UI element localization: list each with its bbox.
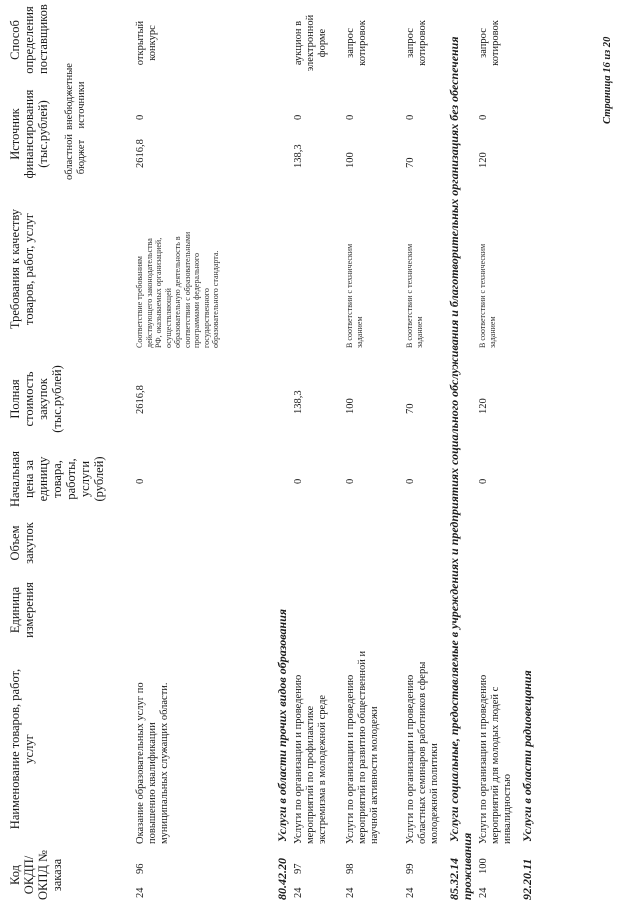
row-100-total: 120	[478, 398, 489, 414]
rotated-table	[2, 4, 638, 904]
header-code: Код ОКДП/ ОКПД № заказа	[8, 850, 64, 900]
row-99-method: запрос котировок	[405, 20, 428, 66]
row-96-code: 24	[135, 887, 146, 898]
row-99-name: Услуги по организации и проведению областных семинаров работников сферы молодежной политики	[405, 661, 440, 844]
header-fin-extra: внебюджетные источники	[64, 63, 87, 130]
row-98-code: 24	[345, 887, 356, 898]
section-code: 85.32.14	[447, 858, 461, 900]
page-number: Страница 16 из 20	[602, 36, 613, 124]
row-98-method: запрос котировок	[345, 20, 368, 66]
row-98-name: Услуги по организации и проведению мероприятий по развитию общественной и научной активности молодежи	[345, 650, 380, 844]
header-method: Способ определения поставщиков	[8, 4, 50, 74]
row-96-method: открытый конкурс	[135, 20, 158, 66]
row-99-price: 0	[405, 478, 416, 484]
row-100-price: 0	[478, 478, 489, 484]
row-96-total: 2616,8	[135, 385, 146, 414]
row-99-requirements: В соответствии с техническим заданием	[405, 243, 424, 348]
section-code: 80.42.20	[275, 858, 289, 900]
row-96-extra: 0	[135, 114, 146, 120]
row-100-code: 24	[478, 887, 489, 898]
section-code: 92.20.11	[520, 858, 534, 900]
section-92-20-11	[521, 300, 534, 900]
row-100-method: запрос котировок	[478, 20, 501, 66]
row-96-requirements: Соответствие требованиям действующего законодательства РФ, оказываемых организацией, осуществляющей образовательную деятельность в соответствии с образовательными программами федерального государственного образовательного стандарта.	[135, 231, 220, 348]
row-99-code: 24	[405, 887, 416, 898]
row-98-requirements: В соответствии с техническим заданием	[345, 243, 364, 348]
row-97-num: 97	[293, 863, 304, 874]
row-98-num: 98	[345, 863, 356, 874]
row-99-total: 70	[405, 403, 416, 414]
section-title: Услуги социальные, предоставляемые в учреждениях и предприятиях социального обслуживания и благотворительных организациях без обеспечения проживания	[447, 36, 474, 900]
section-title: Услуги в области радиовещания	[520, 670, 534, 842]
section-80-42-20	[276, 300, 289, 900]
row-97-code: 24	[293, 887, 304, 898]
row-98-extra: 0	[345, 114, 356, 120]
row-100-requirements: В соответствии с техническим заданием	[478, 243, 497, 348]
row-100-num: 100	[478, 858, 489, 874]
row-97-regional: 138,3	[293, 144, 304, 168]
row-97-price: 0	[293, 478, 304, 484]
section-85-32-14	[448, 20, 474, 900]
row-98-price: 0	[345, 478, 356, 484]
row-99-regional: 70	[405, 157, 416, 168]
header-volume: Объем закупок	[8, 522, 36, 564]
row-100-extra: 0	[478, 114, 489, 120]
header-name: Наименование товаров, работ, услуг	[8, 668, 36, 830]
header-fin-regional: областной бюджет	[64, 134, 87, 180]
row-99-extra: 0	[405, 114, 416, 120]
section-title: Услуги в области прочих видов образования	[275, 608, 289, 842]
header-total: Полная стоимость закупок (тыс.рублей)	[8, 365, 64, 433]
row-99-num: 99	[405, 863, 416, 874]
header-requirements: Требования к качеству товаров, работ, услуг	[8, 208, 36, 330]
row-98-regional: 100	[345, 152, 356, 168]
row-100-regional: 120	[478, 152, 489, 168]
row-97-total: 138,3	[293, 390, 304, 414]
row-97-method: аукцион в электронной форме	[293, 14, 328, 72]
row-96-price: 0	[135, 478, 146, 484]
row-96-num: 96	[135, 863, 146, 874]
row-96-regional: 2616,8	[135, 139, 146, 168]
header-unit: Единица измерения	[8, 582, 36, 638]
header-financing: Источник финансирования (тыс.рублей)	[8, 89, 50, 179]
row-100-name: Услуги по организации и проведению мероприятий для молодых людей с инвалидностью	[478, 674, 513, 844]
row-97-extra: 0	[293, 114, 304, 120]
row-98-total: 100	[345, 398, 356, 414]
row-97-name: Услуги по организации и проведению мероприятий по профилактике экстремизма в молодежной среде	[293, 674, 328, 844]
row-96-name: Оказание образовательных услуг по повышению квалификации муниципальных служащих области.	[135, 682, 170, 844]
header-start-price: Начальная цена за единицу товара, работы, услуги (рублей)	[8, 451, 106, 507]
